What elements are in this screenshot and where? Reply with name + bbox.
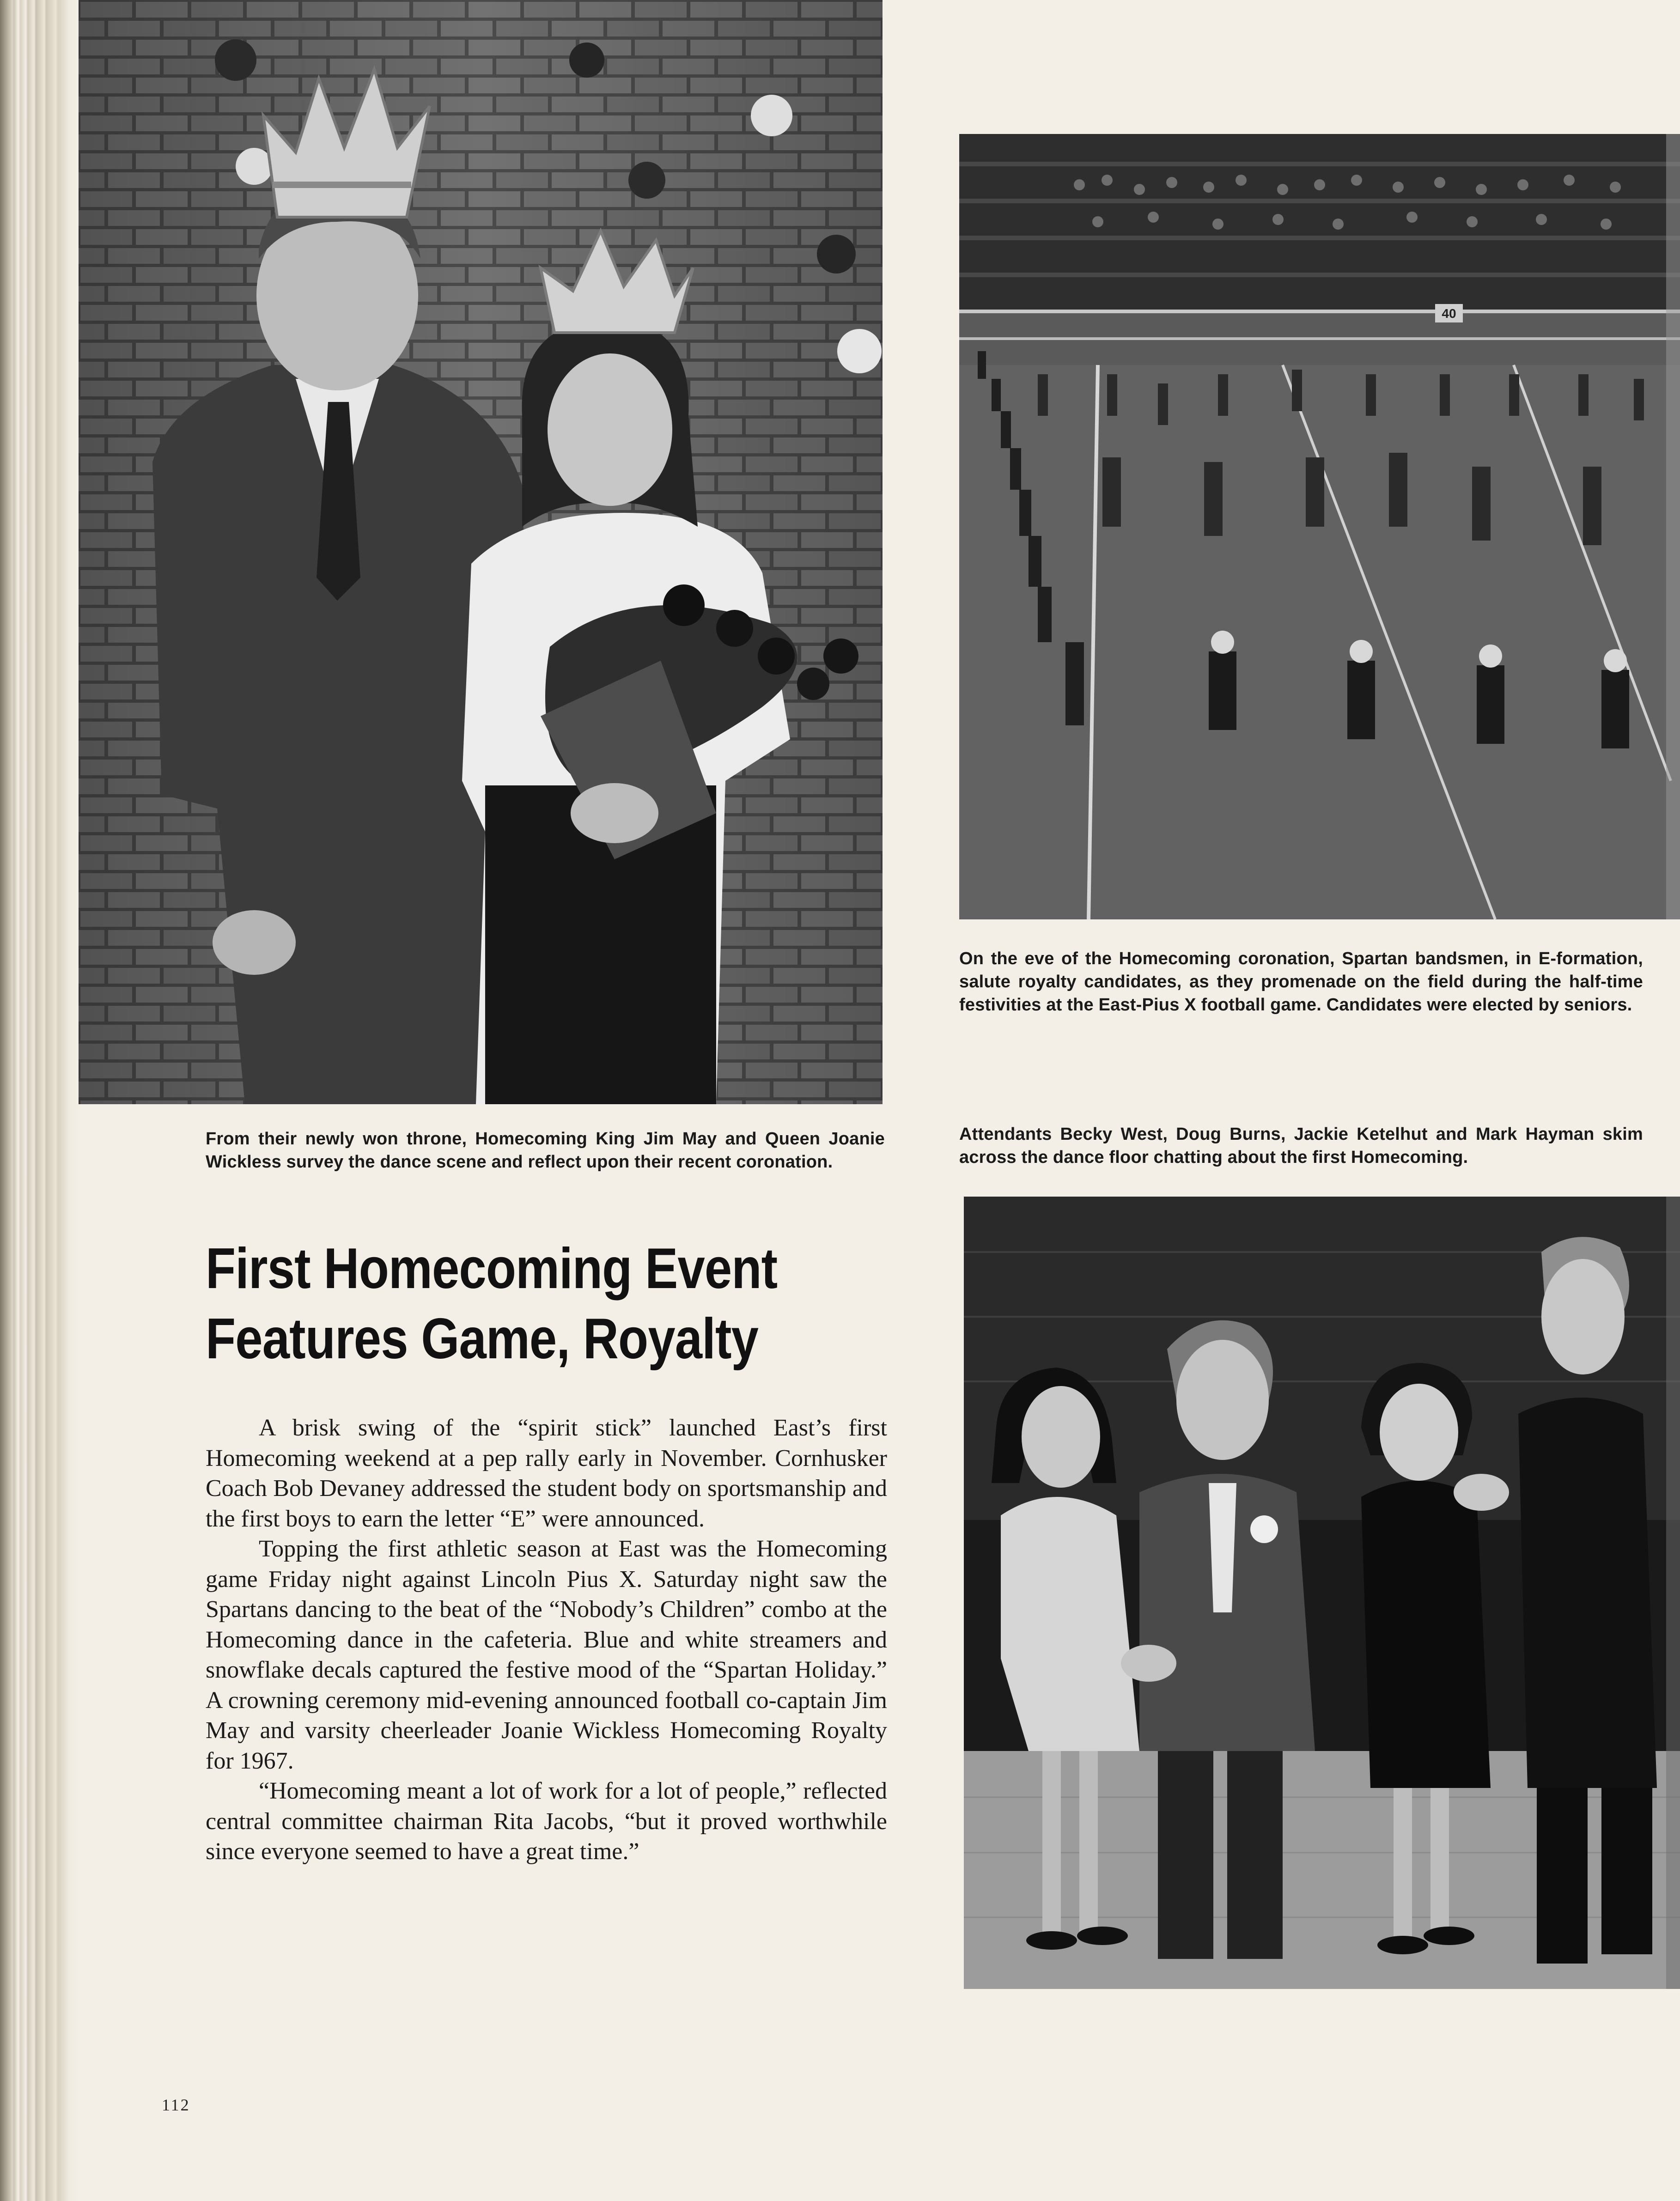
headline-line-2: Features Game, Royalty xyxy=(206,1307,759,1371)
dance-photo-drawing xyxy=(964,1197,1680,1989)
article-paragraph: Topping the first athletic season at East was the Homecoming game Friday night against Lincoln Pius X. Saturday night saw the Spartans dancing to the beat of the “Nobody’s Children” combo at the Homecoming dance in the cafeteria. Blue and white streamers and snowflake decals captured the festive mood of the “Spartan Holiday.” A crowning ceremony mid-evening announced football co-captain Jim May and varsity cheerleader Joanie Wickless Homecoming Royalty for 1967. xyxy=(206,1536,887,1774)
headline-line-1: First Homecoming Event xyxy=(206,1237,778,1301)
page-number: 112 xyxy=(162,2096,190,2114)
article-body xyxy=(206,1413,887,1867)
football-field-band-photo xyxy=(959,134,1680,919)
field-photo-drawing xyxy=(959,134,1680,919)
royalty-photo-caption: From their newly won throne, Homecoming King Jim May and Queen Joanie Wickless survey the dance scene and reflect upon their recent coronation. xyxy=(206,1129,885,1172)
dance-floor-photo xyxy=(964,1197,1680,1989)
royalty-photo xyxy=(79,0,883,1104)
article-headline xyxy=(206,1234,782,1374)
spine-shadow xyxy=(0,0,16,2201)
field-photo-caption: On the eve of the Homecoming coronation, Spartan bandsmen, in E-formation, salute royalty candidates, as they promenade on the field during the half-time festivities at the East-Pius X football game. Candidates were elected by seniors. xyxy=(959,949,1643,1015)
article-paragraph: “Homecoming meant a lot of work for a lot of people,” reflected central committee chairman Rita Jacobs, “but it proved worthwhile since everyone seemed to have a great time.” xyxy=(206,1778,887,1865)
royalty-photo-drawing xyxy=(79,0,883,1104)
article-paragraph: A brisk swing of the “spirit stick” launched East’s first Homecoming weekend at a pep rally early in November. Cornhusker Coach Bob Devaney addressed the student body on sportsmanship and the first boys to earn the letter “E” were announced. xyxy=(206,1415,887,1532)
yard-marker-40: 40 xyxy=(1442,306,1456,321)
dance-photo-caption: Attendants Becky West, Doug Burns, Jackie Ketelhut and Mark Hayman skim across the dance floor chatting about the first Homecoming. xyxy=(959,1125,1643,1167)
